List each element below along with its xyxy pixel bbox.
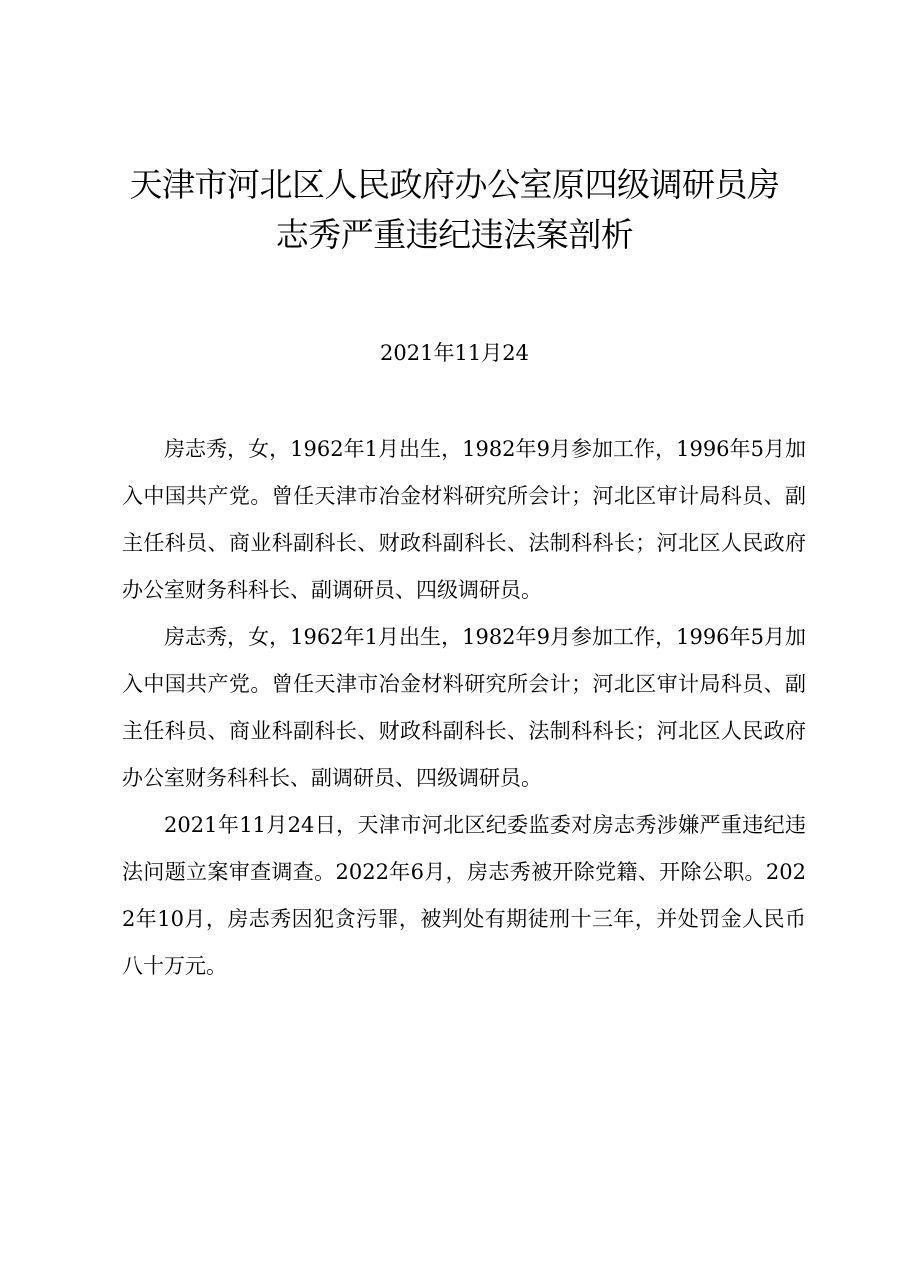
paragraph-3: 2021年11月24日，天津市河北区纪委监委对房志秀涉嫌严重违纪违法问题立案审查调查。2022年6月，房志秀被开除党籍、开除公职。2022年10月，房志秀因犯贪污罪，被判处有期徒刑十三年，并处罚金人民币八十万元。 bbox=[122, 813, 806, 978]
paragraph-1: 房志秀，女，1962年1月出生，1982年9月参加工作，1996年5月加入中国共产党。曾任天津市冶金材料研究所会计；河北区审计局科员、副主任科员、商业科副科长、财政科副科长、法制科科长；河北区人民政府办公室财务科科长、副调研员、四级调研员。 bbox=[122, 437, 806, 602]
document-date: 2021年11月24 bbox=[380, 341, 529, 365]
title-line-1: 天津市河北区人民政府办公室原四级调研员房 bbox=[129, 165, 780, 204]
document-body bbox=[122, 426, 806, 990]
document-title bbox=[100, 160, 809, 260]
paragraph-2: 房志秀，女，1962年1月出生，1982年9月参加工作，1996年5月加入中国共产党。曾任天津市冶金材料研究所会计；河北区审计局科员、副主任科员、商业科副科长、财政科副科长、法制科科长；河北区人民政府办公室财务科科长、副调研员、四级调研员。 bbox=[122, 625, 806, 790]
title-line-2: 志秀严重违纪违法案剖析 bbox=[275, 215, 634, 254]
